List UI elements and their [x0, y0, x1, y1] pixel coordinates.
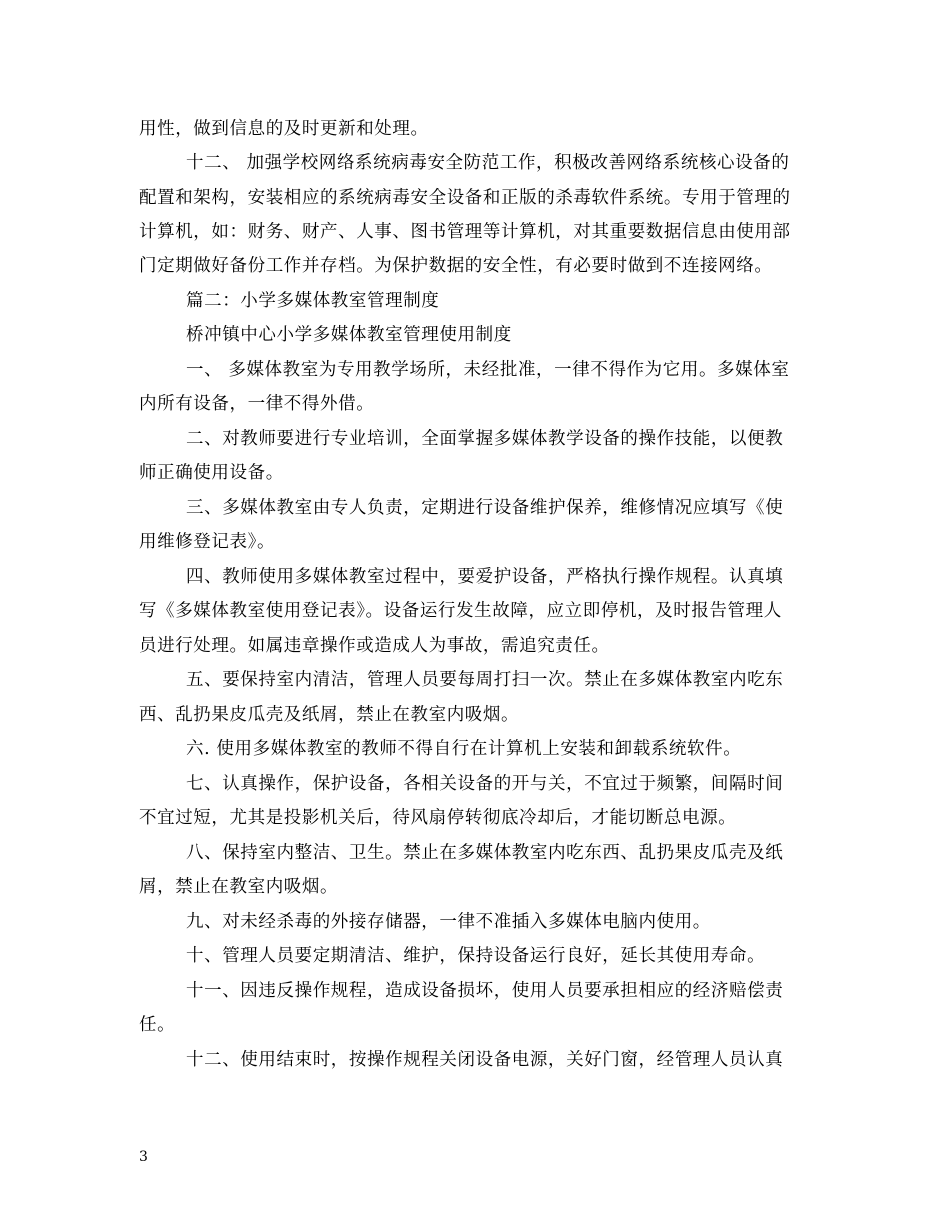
text-line: 用性，做到信息的及时更新和处理。 [139, 119, 429, 139]
text-line: 任。 [139, 1015, 176, 1035]
text-line: 三、多媒体教室由专人负责，定期进行设备维护保养，维修情况应填写《使 [186, 498, 784, 518]
text-line: 屑，禁止在教室内吸烟。 [139, 877, 339, 897]
text-line: 计算机，如：财务、财产、人事、图书管理等计算机，对其重要数据信息由使用部 [139, 222, 791, 242]
text-line: 用维修登记表》。 [139, 532, 276, 552]
section-heading: 篇二：小学多媒体教室管理制度 [186, 291, 440, 311]
document-title: 桥冲镇中心小学多媒体教室管理使用制度 [186, 325, 512, 345]
page-number: 3 [139, 1149, 148, 1165]
text-line: 四、教师使用多媒体教室过程中，要爱护设备，严格执行操作规程。认真填 [186, 567, 784, 587]
text-line: 员进行处理。如属违章操作或造成人为事故，需追究责任。 [139, 636, 610, 656]
text-line: 十、管理人员要定期清洁、维护，保持设备运行良好，延长其使用寿命。 [186, 946, 766, 966]
text-line: 一、 多媒体教室为专用教学场所，未经批准，一律不得作为它用。多媒体室 [186, 360, 790, 380]
text-line: 不宜过短，尤其是投影机关后，待风扇停转彻底冷却后，才能切断总电源。 [139, 808, 737, 828]
text-line: 十一、因违反操作规程，造成设备损坏，使用人员要承担相应的经济赔偿责 [186, 981, 784, 1001]
text-line: 五、要保持室内清洁，管理人员要每周打扫一次。禁止在多媒体教室内吃东 [186, 670, 784, 690]
text-line: 写《多媒体教室使用登记表》。设备运行发生故障，应立即停机，及时报告管理人 [139, 601, 782, 621]
text-line: 西、乱扔果皮瓜壳及纸屑，禁止在教室内吸烟。 [139, 705, 520, 725]
text-line: 九、对未经杀毒的外接存储器，一律不准插入多媒体电脑内使用。 [186, 912, 711, 932]
text-line: 二、对教师要进行专业培训，全面掌握多媒体教学设备的操作技能，以便教 [186, 429, 784, 449]
text-line: 配置和架构，安装相应的系统病毒安全设备和正版的杀毒软件系统。专用于管理的 [139, 188, 791, 208]
text-line: 八、保持室内整洁、卫生。禁止在多媒体教室内吃东西、乱扔果皮瓜壳及纸 [186, 843, 784, 863]
text-line: 师正确使用设备。 [139, 463, 284, 483]
text-line: 门定期做好备份工作并存档。为保护数据的安全性，有必要时做到不连接网络。 [139, 256, 773, 276]
text-line: 七、认真操作，保护设备，各相关设备的开与关，不宜过于频繁，间隔时间 [186, 774, 784, 794]
text-line: 内所有设备，一律不得外借。 [139, 394, 375, 414]
text-line: 十二、 加强学校网络系统病毒安全防范工作，积极改善网络系统核心设备的 [186, 153, 790, 173]
text-line: 六. 使用多媒体教室的教师不得自行在计算机上安装和卸载系统软件。 [186, 739, 742, 759]
text-line: 十二、使用结束时，按操作规程关闭设备电源，关好门窗，经管理人员认真 [186, 1050, 784, 1070]
